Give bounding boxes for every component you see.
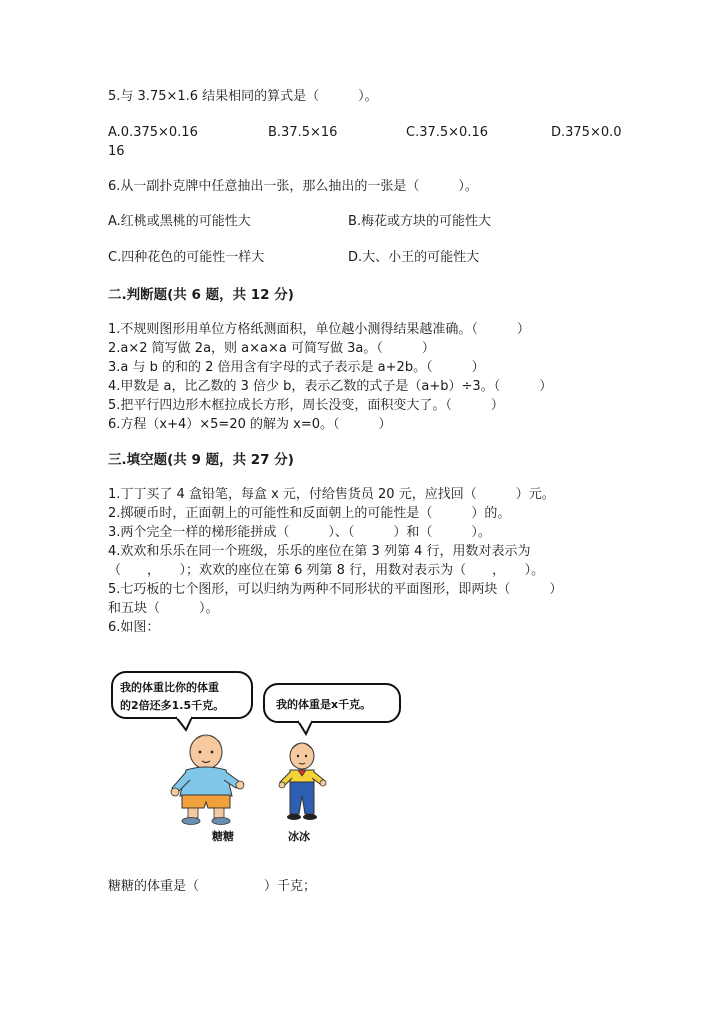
fill-line-5: 5.七巧板的七个图形，可以归纳为两种不同形状的平面图形，即两块（ ） <box>108 582 563 597</box>
q5-option-a: A.0.375×0.16 <box>108 125 198 140</box>
fill-line-4b: （ ， ）；欢欢的座位在第 6 列第 8 行，用数对表示为（ ， ）。 <box>108 563 545 578</box>
q6-option-d: D.大、小王的可能性大 <box>348 250 480 265</box>
weight-illustration <box>106 664 406 850</box>
q5-option-d-wrap: 16 <box>108 144 125 159</box>
q5-option-b: B.37.5×16 <box>268 125 338 140</box>
fill-line-6: 6.如图： <box>108 620 160 635</box>
judge-item-2: 2.a×2 简写做 2a，则 a×a×a 可简写做 3a。（ ） <box>108 341 435 356</box>
fill-line-2: 2.掷硬币时，正面朝上的可能性和反面朝上的可能性是（ ）的。 <box>108 506 511 521</box>
left-child-figure <box>171 735 244 825</box>
left-speech-bubble <box>112 672 252 730</box>
q6-option-c: C.四种花色的可能性一样大 <box>108 250 265 265</box>
q5-option-c: C.37.5×0.16 <box>406 125 488 140</box>
fill-line-3: 3.两个完全一样的梯形能拼成（ ）、（ ）和（ ）。 <box>108 525 491 540</box>
right-bubble-text: 我的体重是x千克。 <box>276 698 372 711</box>
judge-item-3: 3.a 与 b 的和的 2 倍用含有字母的式子表示是 a+2b。（ ） <box>108 360 485 375</box>
left-child-name: 糖糖 <box>212 830 234 843</box>
fill-line-5b: 和五块（ ）。 <box>108 601 219 616</box>
q6-option-a: A.红桃或黑桃的可能性大 <box>108 214 251 229</box>
fill-line-1: 1.丁丁买了 4 盒铅笔，每盒 x 元，付给售货员 20 元，应找回（ ）元。 <box>108 487 555 502</box>
section2-title: 二.判断题(共 6 题，共 12 分) <box>108 287 294 303</box>
right-speech-bubble <box>264 684 400 734</box>
left-bubble-line-1: 我的体重比你的体重 <box>120 681 219 694</box>
judge-item-1: 1.不规则图形用单位方格纸测面积，单位越小测得结果越准确。（ ） <box>108 322 530 337</box>
right-child-name: 冰冰 <box>288 830 310 843</box>
answer-line: 糖糖的体重是（ ）千克； <box>108 879 317 894</box>
judge-item-5: 5.把平行四边形木框拉成长方形，周长没变，面积变大了。（ ） <box>108 398 504 413</box>
q6-stem: 6.从一副扑克牌中任意抽出一张，那么抽出的一张是（ ）。 <box>108 179 478 194</box>
left-bubble-line-2: 的2倍还多1.5千克。 <box>120 699 225 712</box>
right-child-figure <box>279 743 326 820</box>
section3-title: 三.填空题(共 9 题，共 27 分) <box>108 452 294 468</box>
fill-line-4: 4.欢欢和乐乐在同一个班级，乐乐的座位在第 3 列第 4 行，用数对表示为 <box>108 544 531 559</box>
q5-stem: 5.与 3.75×1.6 结果相同的算式是（ ）。 <box>108 89 378 104</box>
judge-item-4: 4.甲数是 a，比乙数的 3 倍少 b，表示乙数的式子是（a+b）÷3。（ ） <box>108 379 553 394</box>
judge-item-6: 6.方程（x+4）×5=20 的解为 x=0。（ ） <box>108 417 392 432</box>
q6-option-b: B.梅花或方块的可能性大 <box>348 214 492 229</box>
q5-option-d: D.375×0.0 <box>551 125 622 140</box>
